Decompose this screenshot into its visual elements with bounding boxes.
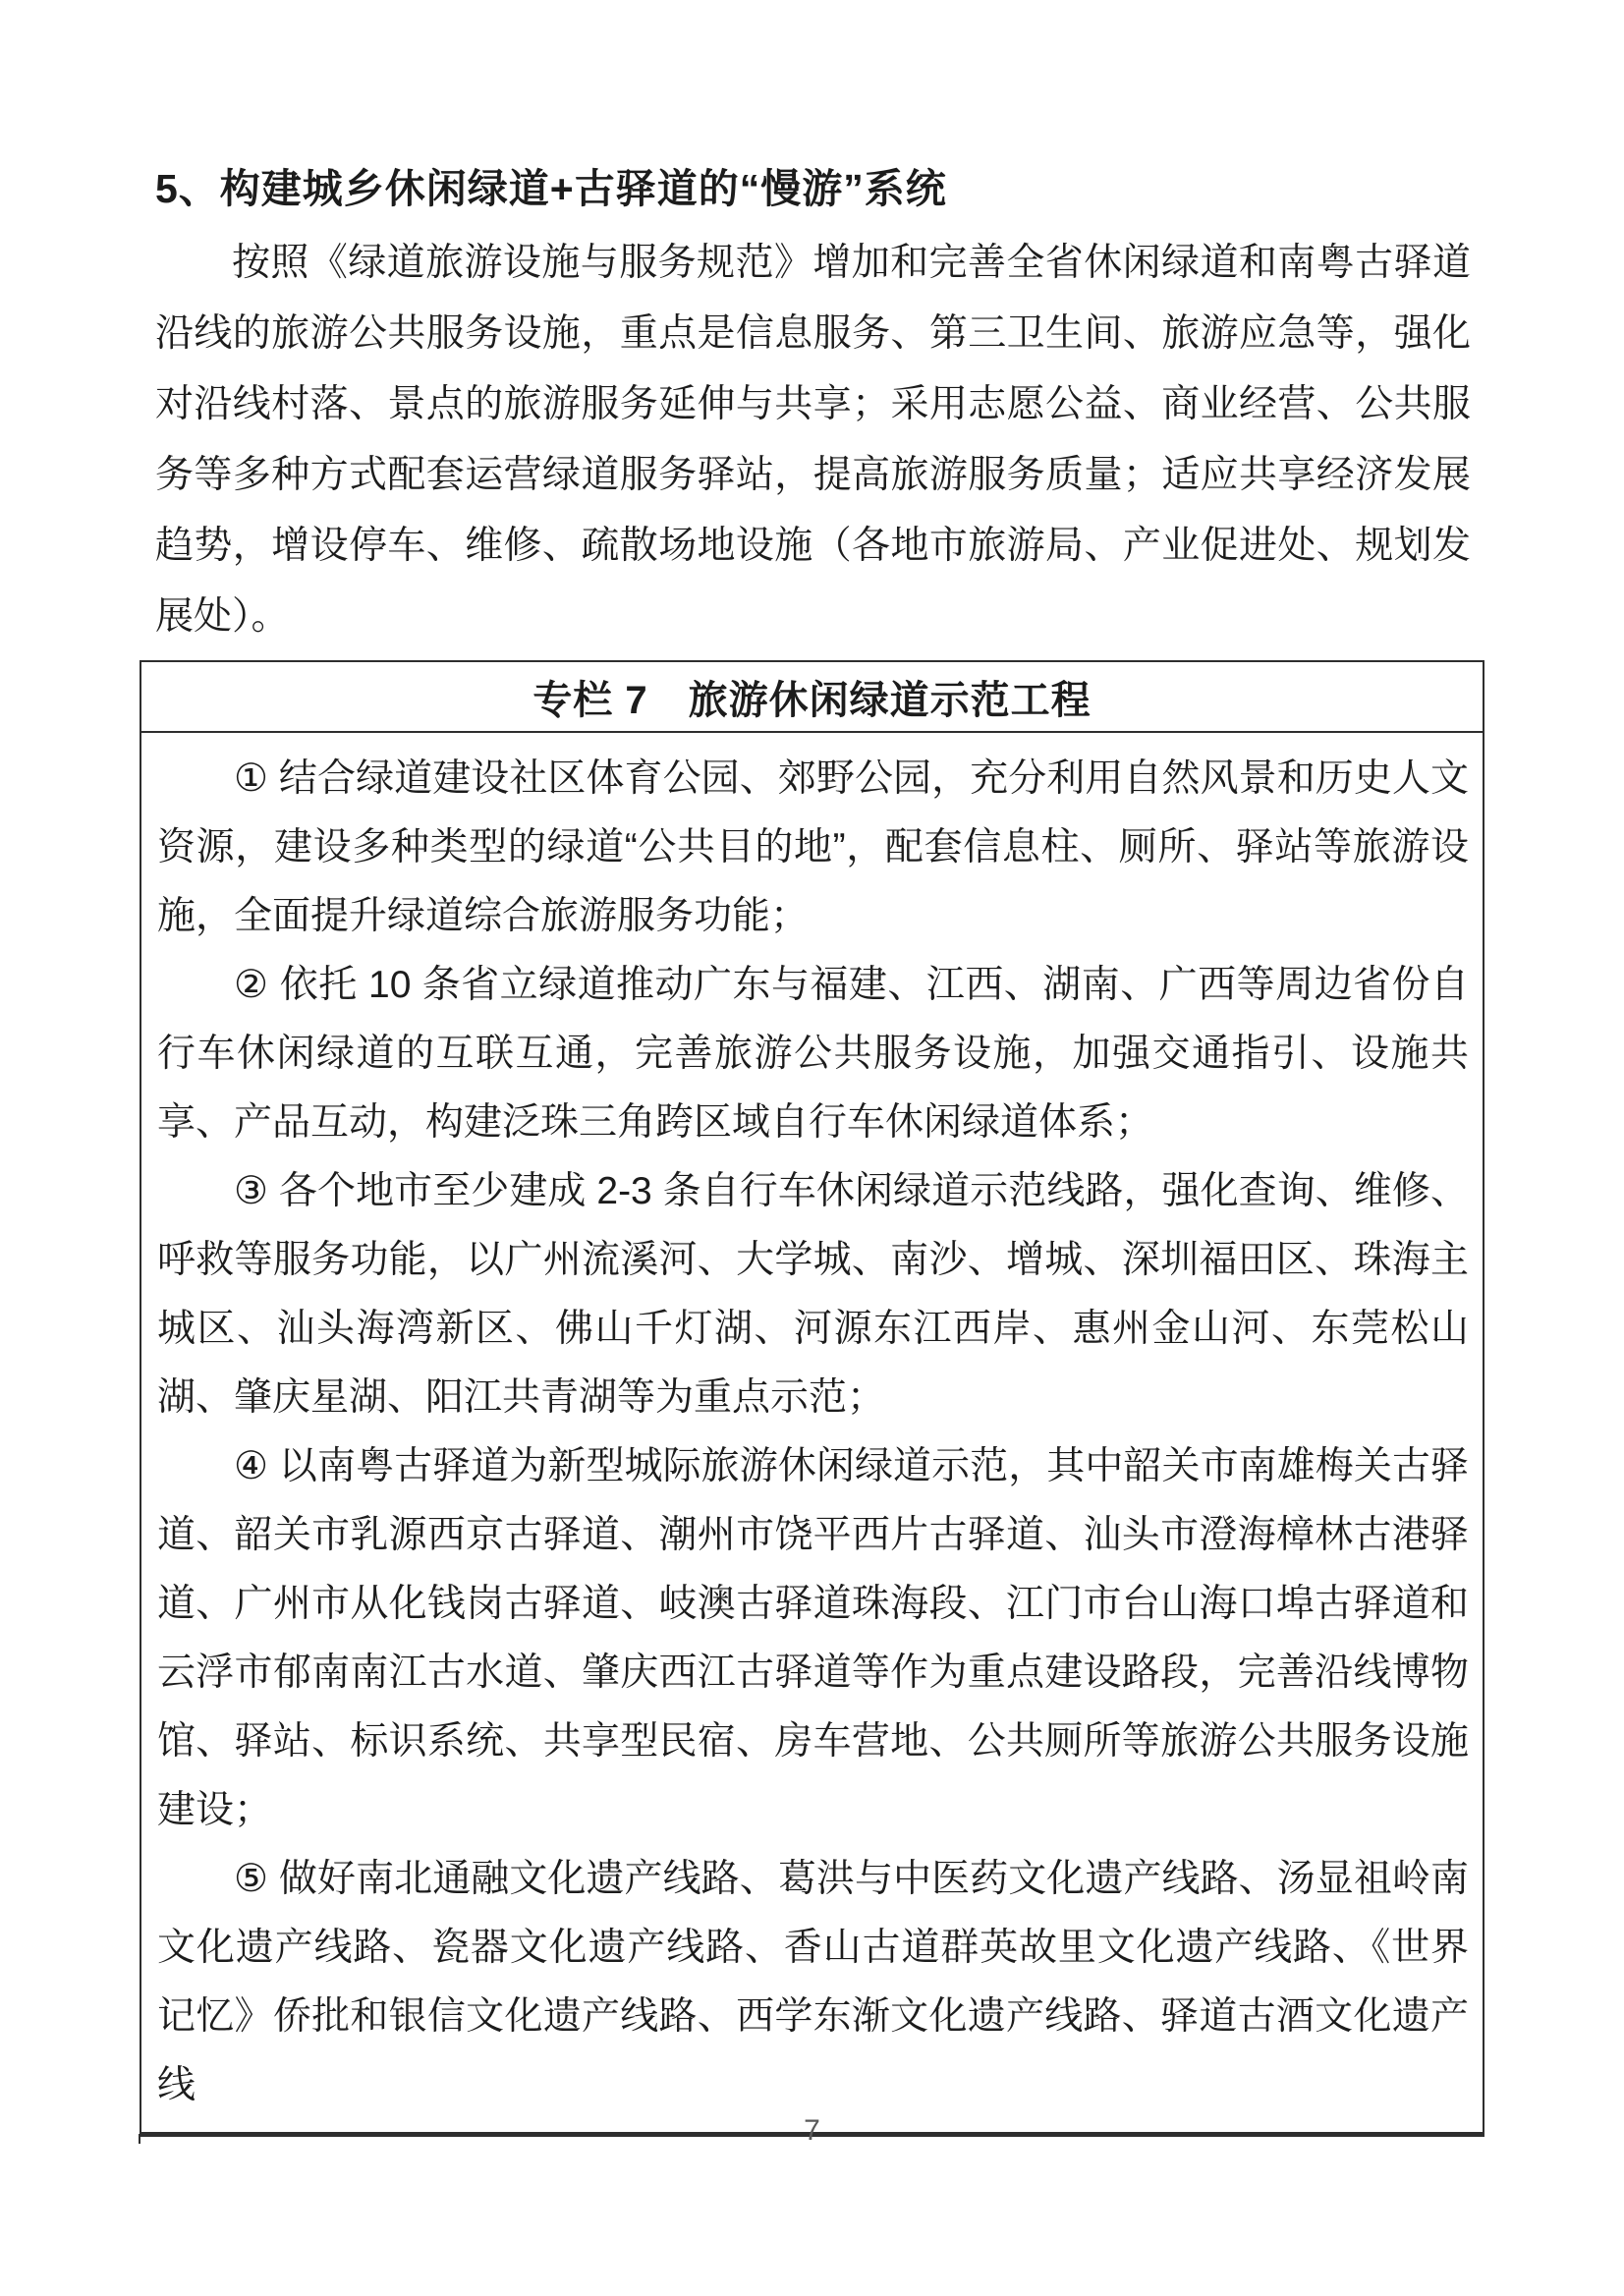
- section-heading: 5、构建城乡休闲绿道+古驿道的“慢游”系统: [155, 166, 947, 211]
- box-item-5: ⑤ 做好南北通融文化遗产线路、葛洪与中医药文化遗产线路、汤显祖岭南文化遗产线路、瓷器文化遗产线路、香山古道群英故里文化遗产线路、《世界记忆》侨批和银信文化遗产线路、西学东渐文化遗产线路、驿道古酒文化遗产线: [157, 1858, 1469, 2106]
- page-content: [140, 0, 1484, 2137]
- box-body: [141, 733, 1483, 2132]
- page-number: 7: [804, 2114, 820, 2147]
- box-item-1: ① 结合绿道建设社区体育公园、郊野公园，充分利用自然风景和历史人文资源，建设多种类型的绿道“公共目的地”，配套信息柱、厕所、驿站等旅游设施，全面提升绿道综合旅游服务功能；: [157, 757, 1469, 937]
- box-item-4: ④ 以南粤古驿道为新型城际旅游休闲绿道示范，其中韶关市南雄梅关古驿道、韶关市乳源西京古驿道、潮州市饶平西片古驿道、汕头市澄海樟林古港驿道、广州市从化钱岗古驿道、岐澳古驿道珠海段、江门市台山海口埠古驿道和云浮市郁南南江古水道、肇庆西江古驿道等作为重点建设路段，完善沿线博物馆、驿站、标识系统、共享型民宿、房车营地、公共厕所等旅游公共服务设施建设；: [157, 1445, 1469, 1831]
- box-title: 专栏 7 旅游休闲绿道示范工程: [532, 678, 1092, 722]
- box-item-3: ③ 各个地市至少建成 2-3 条自行车休闲绿道示范线路，强化查询、维修、呼救等服务功能，以广州流溪河、大学城、南沙、增城、深圳福田区、珠海主城区、汕头海湾新区、佛山千灯湖、河源东江西岸、惠州金山河、东莞松山湖、肇庆星湖、阳江共青湖等为重点示范；: [157, 1170, 1469, 1419]
- intro-paragraph: 按照《绿道旅游设施与服务规范》增加和完善全省休闲绿道和南粤古驿道沿线的旅游公共服务设施，重点是信息服务、第三卫生间、旅游应急等，强化对沿线村落、景点的旅游服务延伸与共享；采用志愿公益、商业经营、公共服务等多种方式配套运营绿道服务驿站，提高旅游服务质量；适应共享经济发展趋势，增设停车、维修、疏散场地设施（各地市旅游局、产业促进处、规划发展处）。: [155, 242, 1471, 638]
- box-item-2: ② 依托 10 条省立绿道推动广东与福建、江西、湖南、广西等周边省份自行车休闲绿道的互联互通，完善旅游公共服务设施，加强交通指引、设施共享、产品互动，构建泛珠三角跨区域自行车休闲绿道体系；: [157, 964, 1469, 1144]
- column-box: [140, 660, 1484, 2137]
- box-title-row: [141, 662, 1483, 733]
